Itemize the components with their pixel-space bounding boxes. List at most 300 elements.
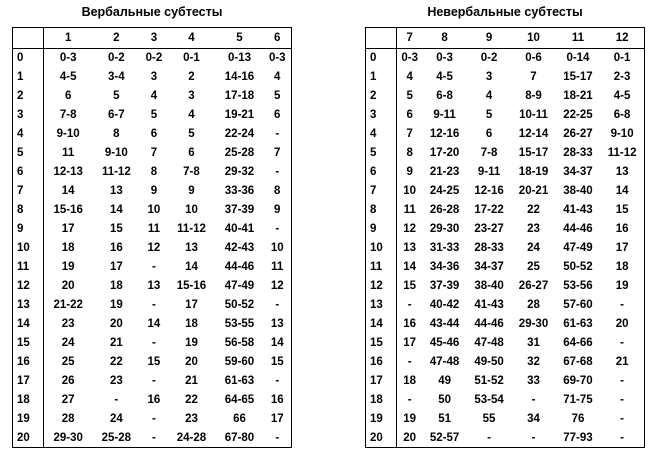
raw-score-range-cell: 29-30	[429, 223, 460, 235]
raw-score-range-cell: 22-25	[563, 109, 593, 121]
raw-score-range-cell: 44-46	[224, 261, 255, 273]
raw-score-range-cell: 15-17	[518, 147, 549, 159]
column-header-subtest-10: 10	[511, 28, 555, 49]
raw-score-range-cell: 10-11	[519, 109, 548, 121]
raw-score-range-cell: 34-37	[474, 261, 504, 273]
raw-score-range-cell: 16	[270, 394, 284, 406]
table-row	[366, 315, 645, 334]
raw-score-range-cell: 53-56	[563, 280, 593, 292]
raw-score-range-cell: 0-2	[480, 52, 498, 65]
scaled-score-cell: 13	[366, 296, 397, 315]
raw-score-range-cell: 69-70	[563, 375, 593, 387]
raw-score-range-cell: 5	[485, 109, 493, 121]
raw-score-range-cell: 6-8	[436, 90, 453, 102]
raw-score-range-cell: 3	[150, 71, 158, 83]
header-row	[13, 28, 292, 49]
scaled-score-cell: 3	[13, 106, 44, 125]
table-row	[13, 391, 292, 410]
raw-score-range-cell: 8	[150, 166, 158, 178]
raw-score-range-cell: -	[151, 299, 156, 311]
raw-score-range-cell: 28	[61, 413, 75, 425]
scaled-score-cell: 1	[13, 68, 44, 87]
raw-score-range-cell: 51-52	[474, 375, 504, 387]
scaled-score-cell: 4	[366, 125, 397, 144]
raw-score-range-cell: 34-36	[429, 261, 460, 273]
table-row	[366, 410, 645, 429]
raw-score-range-cell: 2-3	[613, 71, 631, 83]
raw-score-range-cell: 15	[109, 223, 123, 235]
raw-score-range-cell: 9	[150, 185, 158, 197]
table-row	[366, 372, 645, 391]
raw-score-range-cell: 52-57	[429, 431, 460, 444]
raw-score-range-cell: 18-21	[563, 90, 593, 102]
raw-score-range-cell: 53-54	[474, 394, 504, 406]
raw-score-range-cell: 24-25	[429, 185, 460, 197]
raw-score-range-cell: 47-48	[474, 337, 504, 349]
column-header-subtest-2: 2	[92, 28, 140, 49]
raw-score-range-cell: 10	[270, 242, 284, 254]
raw-score-range-cell: 0-3	[268, 52, 286, 65]
raw-score-range-cell: 28-33	[474, 242, 504, 254]
raw-score-range-cell: -	[275, 223, 280, 235]
raw-score-range-cell: -	[620, 413, 625, 425]
table-row	[366, 277, 645, 296]
table-row	[366, 220, 645, 239]
table-row	[13, 220, 292, 239]
scaled-score-cell: 14	[366, 315, 397, 334]
raw-score-range-cell: 53-55	[224, 318, 255, 330]
raw-score-range-cell: -	[275, 431, 280, 444]
raw-score-range-cell: 33	[527, 375, 540, 387]
scaled-score-cell: 0	[366, 49, 397, 68]
raw-score-range-cell: -	[151, 413, 156, 425]
raw-score-range-cell: -	[620, 431, 625, 444]
scaled-score-cell: 5	[366, 144, 397, 163]
raw-score-range-cell: 7	[274, 147, 281, 159]
raw-score-range-cell: 26	[61, 375, 75, 387]
table-row	[13, 163, 292, 182]
raw-score-range-cell: 4	[150, 90, 158, 102]
column-header-subtest-6: 6	[264, 28, 292, 49]
raw-score-range-cell: -	[620, 337, 625, 349]
raw-score-range-cell: 9-11	[477, 166, 501, 178]
raw-score-range-cell: 3	[188, 90, 195, 102]
raw-score-range-cell: 8	[274, 185, 281, 197]
raw-score-range-cell: -	[620, 394, 625, 406]
raw-score-range-cell: 9	[188, 185, 195, 197]
raw-score-range-cell: 14	[61, 185, 75, 197]
raw-score-range-cell: -	[487, 431, 491, 444]
scaled-score-cell: 17	[366, 372, 397, 391]
raw-score-range-cell: 9	[274, 204, 281, 216]
column-header-subtest-5: 5	[215, 28, 263, 49]
raw-score-range-cell: 67-68	[563, 356, 593, 368]
raw-score-range-cell: 44-46	[563, 223, 593, 235]
raw-score-range-cell: 67-80	[224, 431, 255, 444]
nonverbal-subtests-title: Невербальные субтесты	[427, 5, 583, 19]
table-row	[13, 87, 292, 106]
raw-score-range-cell: 15	[270, 356, 284, 368]
raw-score-range-cell: 9-10	[104, 147, 128, 159]
raw-score-range-cell: 27	[61, 394, 75, 406]
scaled-score-cell: 2	[366, 87, 397, 106]
raw-score-range-cell: 16	[147, 394, 161, 406]
table-row	[366, 144, 645, 163]
raw-score-range-cell: 49	[438, 375, 451, 387]
raw-score-range-cell: 21	[185, 375, 198, 387]
scaled-score-cell: 10	[366, 239, 397, 258]
scaled-score-cell: 19	[13, 410, 44, 429]
raw-score-range-cell: 44-46	[474, 318, 504, 330]
verbal-subtests-table	[12, 27, 292, 448]
raw-score-range-cell: 6	[64, 90, 72, 102]
raw-score-range-cell: 19	[109, 299, 123, 311]
raw-score-range-cell: 23-27	[474, 223, 504, 235]
column-header-subtest-7: 7	[397, 28, 423, 49]
table-row	[13, 201, 292, 220]
raw-score-range-cell: 26-27	[563, 128, 593, 140]
raw-score-range-cell: 23	[109, 375, 123, 387]
raw-score-range-cell: 18	[61, 242, 75, 254]
raw-score-range-cell: 17-20	[429, 147, 460, 159]
table-row	[13, 182, 292, 201]
raw-score-range-cell: 10	[147, 204, 161, 216]
raw-score-range-cell: 11	[403, 204, 416, 216]
raw-score-range-cell: 17-22	[474, 204, 504, 216]
raw-score-range-cell: -	[151, 431, 156, 444]
raw-score-range-cell: 26-28	[429, 204, 460, 216]
raw-score-range-cell: 22	[109, 356, 123, 368]
raw-score-range-cell: 5	[406, 90, 413, 102]
column-header-subtest-1: 1	[44, 28, 93, 49]
raw-score-range-cell: 34-37	[563, 166, 593, 178]
scaled-score-cell: 18	[366, 391, 397, 410]
raw-score-range-cell: 11-12	[607, 147, 637, 159]
raw-score-range-cell: 20	[109, 318, 123, 330]
raw-score-range-cell: 20	[61, 280, 75, 292]
raw-score-range-cell: 10	[403, 185, 417, 197]
raw-score-range-cell: 3	[485, 71, 493, 83]
raw-score-range-cell: 14	[270, 337, 284, 349]
raw-score-range-cell: 19	[403, 413, 417, 425]
table-row	[13, 239, 292, 258]
column-header-subtest-8: 8	[422, 28, 466, 49]
table-row	[366, 391, 645, 410]
table-row	[366, 125, 645, 144]
raw-score-range-cell: 18-19	[518, 166, 549, 178]
raw-score-range-cell: 50-52	[563, 261, 593, 273]
raw-score-range-cell: 17	[109, 261, 123, 273]
raw-score-range-cell: 34	[527, 413, 540, 425]
raw-score-range-cell: 25	[527, 261, 540, 273]
raw-score-range-cell: 8	[406, 147, 413, 159]
raw-score-range-cell: 7-8	[183, 166, 200, 178]
raw-score-range-cell: 4	[406, 71, 413, 83]
table-row	[366, 163, 645, 182]
table-row	[13, 277, 292, 296]
raw-score-range-cell: 33-36	[224, 185, 255, 197]
raw-score-range-cell: 21-23	[429, 166, 460, 178]
scaled-score-cell: 8	[366, 201, 397, 220]
scaled-score-cell: 5	[13, 144, 44, 163]
raw-score-range-cell: 38-40	[474, 280, 504, 292]
raw-score-range-cell: 31-33	[429, 242, 460, 254]
raw-score-range-cell: 55	[482, 413, 496, 425]
raw-score-range-cell: 14	[403, 261, 417, 273]
table-row	[13, 125, 292, 144]
raw-score-range-cell: 20	[185, 356, 198, 368]
raw-score-range-cell: 23	[185, 413, 198, 425]
table-row	[366, 353, 645, 372]
raw-score-range-cell: -	[407, 299, 412, 311]
raw-score-range-cell: 17	[61, 223, 75, 235]
raw-score-range-cell: 4-5	[59, 71, 77, 83]
raw-score-range-cell: 7-8	[480, 147, 498, 159]
raw-score-range-cell: 18	[615, 261, 629, 273]
table-row	[366, 429, 645, 448]
table-row	[13, 353, 292, 372]
table-row	[366, 68, 645, 87]
raw-score-range-cell: 0-3	[59, 52, 77, 65]
scaled-score-cell: 9	[366, 220, 397, 239]
scaled-score-cell: 7	[13, 182, 44, 201]
raw-score-range-cell: 20	[615, 318, 629, 330]
raw-score-range-cell: 5	[188, 128, 195, 140]
raw-score-range-cell: 50-52	[224, 299, 255, 311]
raw-score-range-cell: 6-7	[108, 109, 125, 121]
nonverbal-subtests-table	[365, 27, 645, 448]
raw-score-range-cell: 15	[147, 356, 161, 368]
raw-score-range-cell: 6	[406, 109, 413, 121]
raw-score-range-cell: 11	[62, 147, 75, 159]
raw-score-range-cell: 15-17	[563, 71, 593, 83]
table-row	[366, 258, 645, 277]
raw-score-range-cell: 15-16	[53, 204, 83, 216]
raw-score-range-cell: 37-39	[429, 280, 460, 292]
raw-score-range-cell: 6	[188, 147, 195, 159]
table-row	[366, 239, 645, 258]
scaled-score-cell: 12	[13, 277, 44, 296]
raw-score-range-cell: 37-39	[224, 204, 255, 216]
raw-score-range-cell: 45-46	[429, 337, 460, 349]
raw-score-range-cell: 3-4	[108, 71, 125, 83]
verbal-subtests-title: Вербальные субтесты	[81, 5, 223, 19]
raw-score-range-cell: 17	[403, 337, 417, 349]
raw-score-range-cell: 64-66	[563, 337, 593, 349]
raw-score-range-cell: 0-1	[613, 52, 631, 65]
scaled-score-cell: 7	[366, 182, 397, 201]
raw-score-range-cell: 4-5	[436, 71, 453, 83]
raw-score-range-cell: 12-13	[53, 166, 83, 178]
raw-score-range-cell: 0-2	[145, 52, 163, 65]
raw-score-range-cell: -	[407, 394, 412, 406]
table-row	[13, 49, 292, 68]
column-header-subtest-12: 12	[600, 28, 644, 49]
raw-score-range-cell: -	[531, 431, 536, 444]
raw-score-range-cell: -	[151, 375, 156, 387]
table-row	[366, 49, 645, 68]
raw-score-range-cell: 17	[185, 299, 198, 311]
raw-score-range-cell: 0-6	[525, 52, 542, 65]
raw-score-range-cell: 16	[403, 318, 417, 330]
raw-score-range-cell: -	[620, 375, 625, 387]
raw-score-range-cell: 49-50	[474, 356, 504, 368]
raw-score-range-cell: 40-42	[429, 299, 460, 311]
raw-score-range-cell: 9	[406, 166, 413, 178]
raw-score-range-cell: 21-22	[53, 299, 83, 311]
raw-score-range-cell: 24	[109, 413, 123, 425]
raw-score-range-cell: 12-16	[474, 185, 504, 197]
raw-score-range-cell: 7	[406, 128, 413, 140]
raw-score-range-cell: 77-93	[563, 431, 593, 444]
raw-score-range-cell: 43-44	[429, 318, 460, 330]
raw-score-range-cell: 17-18	[224, 90, 255, 102]
raw-score-range-cell: -	[151, 261, 156, 273]
raw-score-range-cell: 12-16	[429, 128, 460, 140]
raw-score-range-cell: 0-14	[566, 52, 590, 65]
corner-cell	[13, 28, 44, 49]
raw-score-range-cell: 19	[61, 261, 75, 273]
raw-score-range-cell: 6-8	[613, 109, 631, 121]
raw-score-range-cell: 0-3	[436, 52, 453, 65]
raw-score-range-cell: 26-27	[518, 280, 549, 292]
table-row	[13, 144, 292, 163]
raw-score-range-cell: 47-49	[224, 280, 255, 292]
raw-score-range-cell: 15	[403, 280, 417, 292]
raw-score-range-cell: 50	[438, 394, 451, 406]
raw-score-range-cell: 16	[109, 242, 123, 254]
raw-score-range-cell: 7	[530, 71, 537, 83]
raw-score-range-cell: 24	[527, 242, 540, 254]
scaled-score-cell: 15	[13, 334, 44, 353]
raw-score-range-cell: 22-24	[224, 128, 255, 140]
raw-score-range-cell: 8-9	[525, 90, 542, 102]
raw-score-range-cell: 11-12	[177, 223, 206, 235]
scaled-score-cell: 17	[13, 372, 44, 391]
table-row	[13, 315, 292, 334]
table-row	[366, 334, 645, 353]
table-row	[13, 429, 292, 448]
raw-score-range-cell: 18	[109, 280, 123, 292]
raw-score-range-cell: 12	[270, 280, 284, 292]
scaled-score-cell: 9	[13, 220, 44, 239]
raw-score-range-cell: 25-28	[101, 431, 132, 444]
raw-score-range-cell: 66	[233, 413, 246, 425]
raw-score-range-cell: 6	[485, 128, 493, 140]
raw-score-range-cell: -	[151, 337, 156, 349]
raw-score-range-cell: -	[275, 166, 280, 178]
raw-score-range-cell: 17	[615, 242, 629, 254]
raw-score-range-cell: 24-28	[176, 431, 207, 444]
raw-score-range-cell: 6	[150, 128, 158, 140]
raw-score-range-cell: 14-16	[224, 71, 255, 83]
raw-score-range-cell: 9-10	[610, 128, 634, 140]
raw-score-range-cell: 41-43	[474, 299, 504, 311]
raw-score-range-cell: 25-28	[224, 147, 255, 159]
table-row	[13, 372, 292, 391]
header-row	[366, 28, 645, 49]
raw-score-range-cell: -	[275, 299, 280, 311]
raw-score-range-cell: 51	[438, 413, 451, 425]
raw-score-range-cell: 41-43	[563, 204, 593, 216]
table-row	[366, 182, 645, 201]
raw-score-range-cell: 5	[274, 90, 281, 102]
raw-score-range-cell: 19	[185, 337, 198, 349]
scaled-score-cell: 16	[13, 353, 44, 372]
raw-score-range-cell: 13	[615, 166, 629, 178]
raw-score-range-cell: 4	[188, 109, 195, 121]
raw-score-range-cell: 61-63	[563, 318, 593, 330]
column-header-subtest-4: 4	[167, 28, 215, 49]
raw-score-range-cell: 13	[185, 242, 198, 254]
scaled-score-cell: 4	[13, 125, 44, 144]
raw-score-range-cell: 12	[147, 242, 161, 254]
raw-score-range-cell: 25	[61, 356, 75, 368]
raw-score-range-cell: 5	[113, 90, 120, 102]
raw-score-range-cell: 32	[527, 356, 540, 368]
table-row	[13, 410, 292, 429]
raw-score-range-cell: -	[114, 394, 119, 406]
corner-cell	[366, 28, 397, 49]
raw-score-range-cell: 21	[615, 356, 629, 368]
scaled-score-cell: 16	[366, 353, 397, 372]
scaled-score-cell: 6	[366, 163, 397, 182]
raw-score-range-cell: -	[620, 299, 625, 311]
scaled-score-cell: 13	[13, 296, 44, 315]
scaled-score-cell: 15	[366, 334, 397, 353]
raw-score-range-cell: 13	[270, 318, 284, 330]
raw-score-range-cell: 4	[274, 71, 281, 83]
raw-score-range-cell: 21	[109, 337, 123, 349]
raw-score-range-cell: 23	[61, 318, 75, 330]
raw-score-range-cell: 22	[185, 394, 198, 406]
raw-score-range-cell: 12	[403, 223, 417, 235]
scaled-score-cell: 12	[366, 277, 397, 296]
raw-score-range-cell: 15	[615, 204, 629, 216]
column-header-subtest-9: 9	[467, 28, 511, 49]
raw-score-range-cell: -	[275, 128, 280, 140]
raw-score-range-cell: 56-58	[224, 337, 255, 349]
raw-score-range-cell: 61-63	[224, 375, 255, 387]
scaled-score-cell: 14	[13, 315, 44, 334]
table-row	[366, 87, 645, 106]
raw-score-range-cell: 0-1	[183, 52, 200, 65]
scaled-score-cell: 20	[366, 429, 397, 448]
scaled-score-cell: 8	[13, 201, 44, 220]
raw-score-range-cell: 15-16	[176, 280, 207, 292]
raw-score-range-cell: 28	[527, 299, 540, 311]
table-row	[366, 296, 645, 315]
raw-score-range-cell: 47-49	[563, 242, 593, 254]
raw-score-range-cell: 0-3	[401, 52, 418, 65]
table-row	[366, 201, 645, 220]
scaled-score-cell: 2	[13, 87, 44, 106]
raw-score-range-cell: 13	[109, 185, 123, 197]
table-row	[13, 258, 292, 277]
table-row	[13, 68, 292, 87]
raw-score-range-cell: 0-2	[108, 52, 125, 65]
raw-score-range-cell: 19	[615, 280, 629, 292]
raw-score-range-cell: 6	[274, 109, 281, 121]
raw-score-range-cell: 9-11	[433, 109, 456, 121]
raw-score-range-cell: 38-40	[563, 185, 593, 197]
raw-score-range-cell: 40-41	[224, 223, 255, 235]
column-header-subtest-3: 3	[140, 28, 167, 49]
raw-score-range-cell: 64-65	[224, 394, 255, 406]
table-row	[13, 106, 292, 125]
raw-score-range-cell: 11	[147, 223, 160, 235]
raw-score-range-cell: -	[407, 356, 412, 368]
